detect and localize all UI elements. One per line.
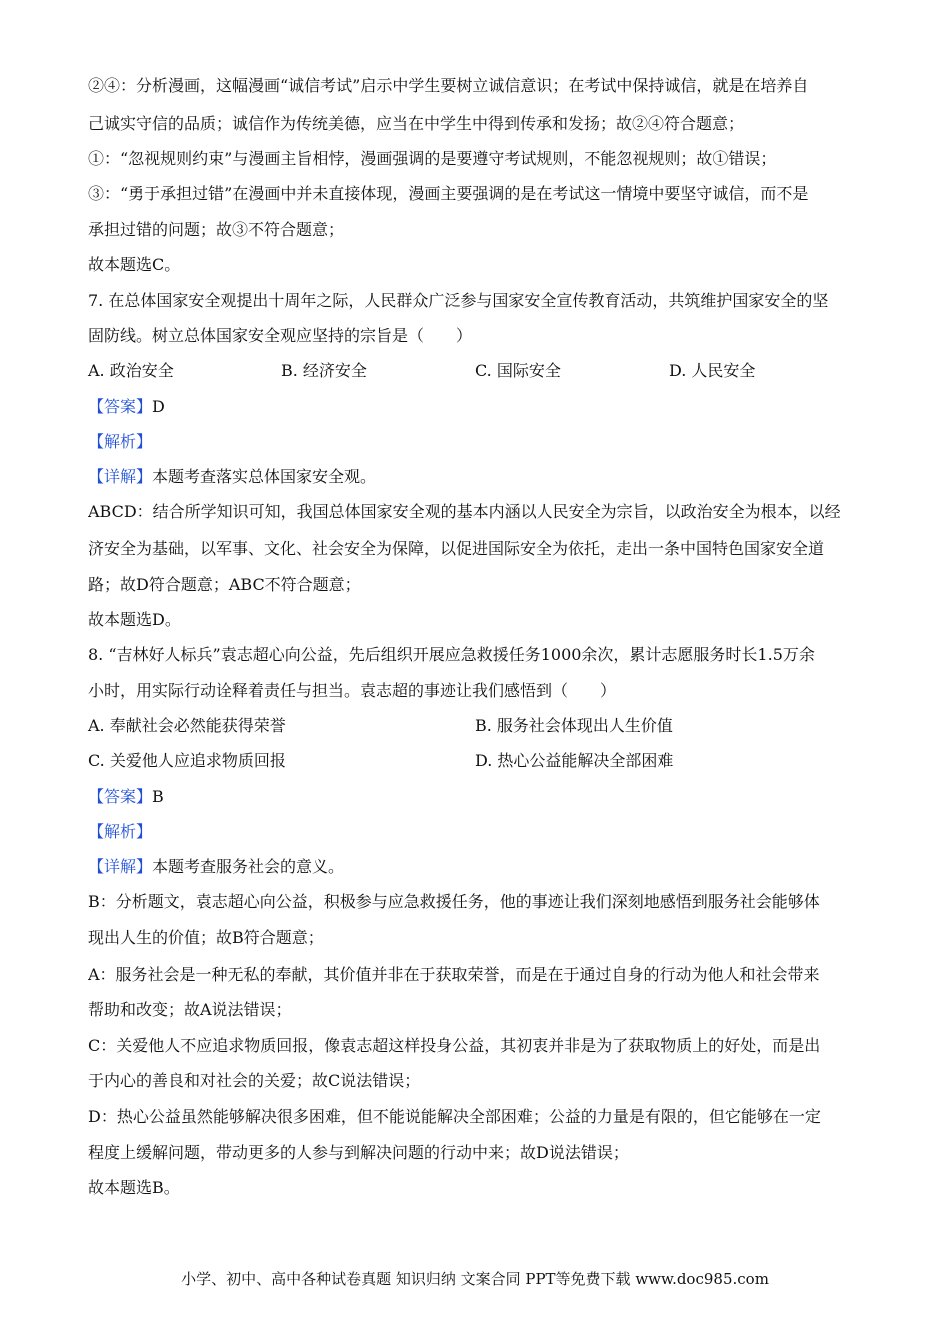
q8-explanation-line: D：热心公益虽然能够解决很多困难，但不能说能解决全部困难；公益的力量是有限的，但它能够在一定 (88, 1107, 821, 1126)
q7-stem: 7. 在总体国家安全观提出十周年之际，人民群众广泛参与国家安全宣传教育活动，共筑维护国家安全的坚 (88, 291, 829, 310)
q8-explanation-line: 于内心的善良和对社会的关爱；故C说法错误； (88, 1071, 421, 1090)
q8-explanation-line: C：关爱他人不应追求物质回报，像袁志超这样投身公益，其初衷并非是为了获取物质上的好处，而是出 (88, 1036, 821, 1055)
q7-option-a: A. 政治安全 (88, 361, 174, 380)
q8-conclusion: 故本题选B。 (88, 1178, 180, 1197)
q6-explanation-line: ③：“勇于承担过错”在漫画中并未直接体现，漫画主要强调的是在考试这一情境中要坚守诚信，而不是 (88, 184, 809, 203)
detail-text: 本题考查服务社会的意义。 (152, 857, 345, 876)
answer-value: D (152, 397, 165, 416)
q7-explanation-line: 路；故D符合题意；ABC不符合题意； (88, 575, 361, 594)
q7-explanation-line: ABCD：结合所学知识可知，我国总体国家安全观的基本内涵以人民安全为宗旨，以政治安全为根本，以经 (88, 502, 841, 521)
q6-conclusion: 故本题选C。 (88, 255, 181, 274)
q8-explanation-line: 现出人生的价值；故B符合题意； (88, 928, 324, 947)
q7-option-c: C. 国际安全 (475, 361, 561, 380)
q8-explanation-line: A：服务社会是一种无私的奉献，其价值并非在于获取荣誉，而是在于通过自身的行动为他人和社会带来 (88, 965, 820, 984)
answer-label: 【答案】 (88, 787, 153, 806)
q8-option-a: A. 奉献社会必然能获得荣誉 (88, 716, 286, 735)
q7-explanation-line: 济安全为基础，以军事、文化、社会安全为保障，以促进国际安全为依托，走出一条中国特色国家安全道 (88, 539, 825, 558)
q6-explanation-line: ①：“忽视规则约束”与漫画主旨相悖，漫画强调的是要遵守考试规则，不能忽视规则；故①错误； (88, 149, 777, 168)
detail-label: 【详解】 (88, 467, 153, 486)
q7-option-d: D. 人民安全 (669, 361, 756, 380)
q7-answer (88, 395, 868, 419)
analysis-label: 【解析】 (88, 822, 153, 841)
detail-text: 本题考查落实总体国家安全观。 (152, 467, 377, 486)
q8-explanation-line: 帮助和改变；故A说法错误； (88, 1000, 292, 1019)
detail-label: 【详解】 (88, 857, 153, 876)
q8-option-d: D. 热心公益能解决全部困难 (475, 751, 674, 770)
q8-answer (88, 785, 868, 809)
q7-conclusion: 故本题选D。 (88, 610, 181, 629)
q7-stem: 固防线。树立总体国家安全观应坚持的宗旨是（ ） (88, 326, 473, 345)
q8-stem: 小时，用实际行动诠释着责任与担当。袁志超的事迹让我们感悟到（ ） (88, 681, 617, 700)
q6-explanation-line: 承担过错的问题；故③不符合题意； (88, 220, 345, 239)
q8-option-b: B. 服务社会体现出人生价值 (475, 716, 673, 735)
q7-analysis (88, 430, 868, 454)
q7-detail (88, 465, 868, 489)
q8-option-c: C. 关爱他人应追求物质回报 (88, 751, 286, 770)
q7-option-b: B. 经济安全 (281, 361, 367, 380)
q6-explanation-line: ②④：分析漫画，这幅漫画“诚信考试”启示中学生要树立诚信意识；在考试中保持诚信，就是在培养自 (88, 76, 809, 95)
answer-value: B (152, 787, 164, 806)
q8-analysis (88, 820, 868, 844)
answer-label: 【答案】 (88, 397, 153, 416)
q8-explanation-line: 程度上缓解问题，带动更多的人参与到解决问题的行动中来；故D说法错误； (88, 1143, 629, 1162)
q8-stem: 8. “吉林好人标兵”袁志超心向公益，先后组织开展应急救援任务1000余次，累计志愿服务时长1.5万余 (88, 645, 815, 664)
q8-detail (88, 855, 868, 879)
analysis-label: 【解析】 (88, 432, 153, 451)
page-footer: 小学、初中、高中各种试卷真题 知识归纳 文案合同 PPT等免费下载 www.doc985.com (181, 1270, 769, 1288)
q8-explanation-line: B：分析题文，袁志超心向公益，积极参与应急救援任务，他的事迹让我们深刻地感悟到服务社会能够体 (88, 892, 820, 911)
q6-explanation-line: 己诚实守信的品质；诚信作为传统美德，应当在中学生中得到传承和发扬；故②④符合题意； (88, 114, 745, 133)
